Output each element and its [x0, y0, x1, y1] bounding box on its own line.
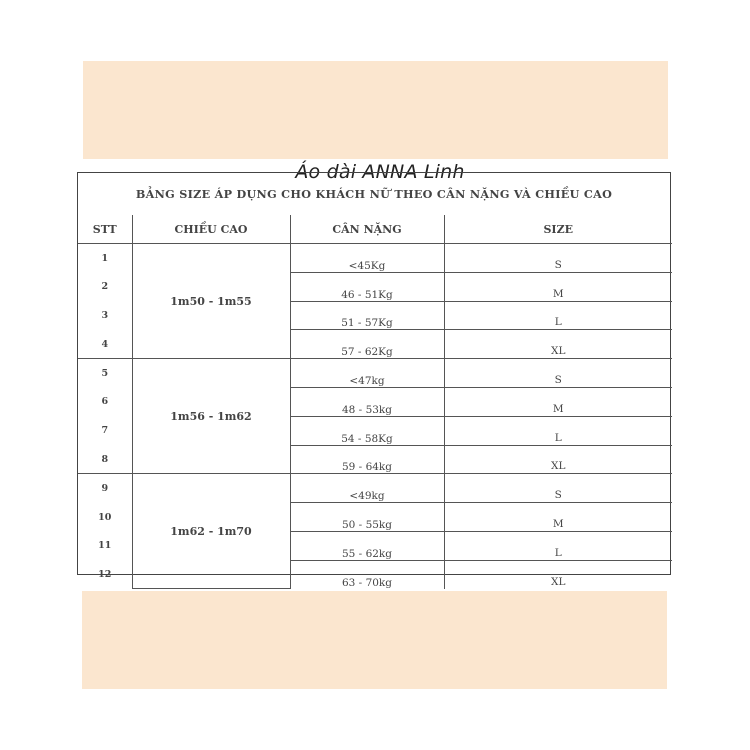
row-size: M — [444, 387, 672, 416]
row-size: L — [444, 531, 672, 560]
row-stt: 6 — [78, 387, 132, 416]
row-size: XL — [444, 445, 672, 474]
row-stt: 11 — [78, 531, 132, 560]
height-range-cell: 1m62 - 1m70 — [132, 474, 290, 589]
height-range-cell: 1m50 - 1m55 — [132, 244, 290, 359]
row-weight: 55 - 62kg — [290, 531, 444, 560]
row-weight: <45Kg — [290, 244, 444, 273]
top-beige-band — [83, 61, 668, 159]
row-weight: <47kg — [290, 359, 444, 388]
table-title: BẢNG SIZE ÁP DỤNG CHO KHÁCH NỮ THEO CÂN NẶNG VÀ CHIỀU CAO — [135, 187, 613, 201]
header-weight: CÂN NẶNG — [290, 215, 444, 244]
table-row — [78, 244, 672, 273]
header-height: CHIỀU CAO — [132, 215, 290, 244]
size-table — [78, 215, 672, 589]
row-weight: 59 - 64kg — [290, 445, 444, 474]
row-stt: 9 — [78, 474, 132, 503]
row-size: M — [444, 503, 672, 532]
row-stt: 10 — [78, 503, 132, 532]
row-weight: 46 - 51Kg — [290, 272, 444, 301]
row-stt: 1 — [78, 244, 132, 273]
header-stt: STT — [78, 215, 132, 244]
row-stt: 4 — [78, 330, 132, 359]
row-weight: 50 - 55kg — [290, 503, 444, 532]
table-row — [78, 359, 672, 388]
header-size: SIZE — [444, 215, 672, 244]
row-size: S — [444, 359, 672, 388]
table-row — [78, 474, 672, 503]
row-weight: 48 - 53kg — [290, 387, 444, 416]
brand-title: Áo dài ANNA Linh — [295, 161, 465, 183]
row-weight: 57 - 62Kg — [290, 330, 444, 359]
row-weight: 63 - 70kg — [290, 560, 444, 588]
row-stt: 5 — [78, 359, 132, 388]
row-size: L — [444, 301, 672, 330]
row-stt: 8 — [78, 445, 132, 474]
row-size: S — [444, 474, 672, 503]
row-stt: 7 — [78, 416, 132, 445]
row-size: M — [444, 272, 672, 301]
row-stt: 2 — [78, 272, 132, 301]
row-weight: 54 - 58Kg — [290, 416, 444, 445]
row-size: XL — [444, 560, 672, 588]
height-range-cell: 1m56 - 1m62 — [132, 359, 290, 474]
row-weight: <49kg — [290, 474, 444, 503]
bottom-beige-band — [82, 591, 667, 689]
row-size: S — [444, 244, 672, 273]
header-row — [78, 215, 672, 244]
size-chart — [77, 172, 671, 589]
row-stt: 3 — [78, 301, 132, 330]
row-size: XL — [444, 330, 672, 359]
row-weight: 51 - 57Kg — [290, 301, 444, 330]
row-size: L — [444, 416, 672, 445]
row-stt: 12 — [78, 560, 132, 588]
